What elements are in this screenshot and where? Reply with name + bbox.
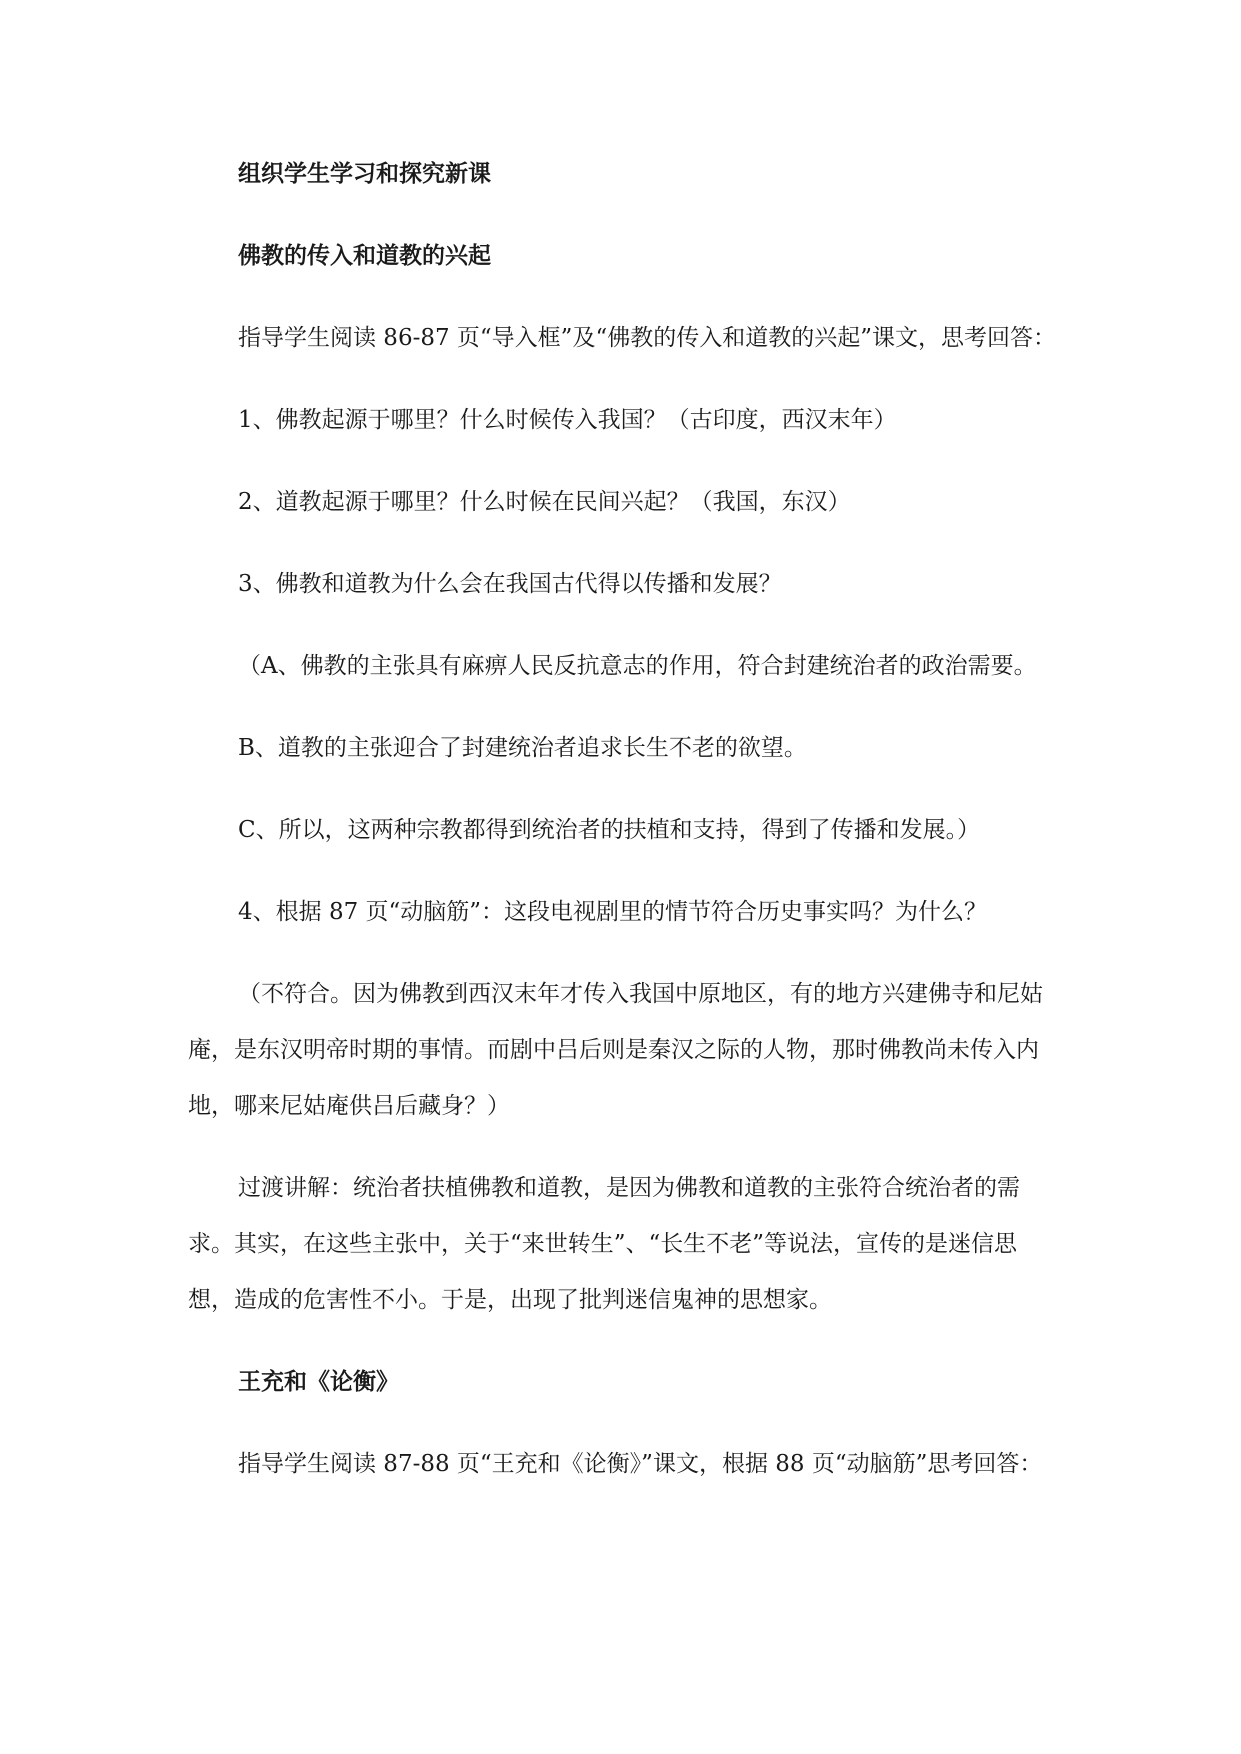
question-1: 1、佛教起源于哪里？什么时候传入我国？（古印度，西汉末年） — [238, 407, 897, 433]
section-heading-new-lesson: 组织学生学习和探究新课 — [238, 161, 491, 187]
question-3: 3、佛教和道教为什么会在我国古代得以传播和发展？ — [238, 571, 782, 597]
reading-guide-paragraph-1: 指导学生阅读 86-87 页“导入框”及“佛教的传入和道教的兴起”课文，思考回答： — [238, 325, 1056, 351]
section-heading-wang-chong: 王充和《论衡》 — [238, 1369, 399, 1395]
answer-4: （不符合。因为佛教到西汉末年才传入我国中原地区，有的地方兴建佛寺和尼姑庵，是东汉明帝时期的事情。而剧中吕后则是秦汉之际的人物，那时佛教尚未传入内地，哪来尼姑庵供吕后藏身？） — [188, 981, 1043, 1119]
document-body — [188, 146, 1058, 1492]
answer-3-part-c: C、所以，这两种宗教都得到统治者的扶植和支持，得到了传播和发展。） — [238, 817, 981, 843]
answer-3-part-b: B、道教的主张迎合了封建统治者追求长生不老的欲望。 — [238, 735, 807, 761]
question-4: 4、根据 87 页“动脑筋”：这段电视剧里的情节符合历史事实吗？为什么？ — [238, 899, 988, 925]
section-heading-buddhism-taoism: 佛教的传入和道教的兴起 — [238, 243, 491, 269]
answer-3-part-a: （A、佛教的主张具有麻痹人民反抗意志的作用，符合封建统治者的政治需要。 — [238, 653, 1037, 679]
transition-paragraph: 过渡讲解：统治者扶植佛教和道教，是因为佛教和道教的主张符合统治者的需求。其实，在这些主张中，关于“来世转生”、“长生不老”等说法，宣传的是迷信思想，造成的危害性不小。于是，出现了批判迷信鬼神的思想家。 — [188, 1175, 1020, 1313]
reading-guide-paragraph-2: 指导学生阅读 87-88 页“王充和《论衡》”课文，根据 88 页“动脑筋”思考回答： — [238, 1451, 1043, 1477]
question-2: 2、道教起源于哪里？什么时候在民间兴起？（我国，东汉） — [238, 489, 851, 515]
